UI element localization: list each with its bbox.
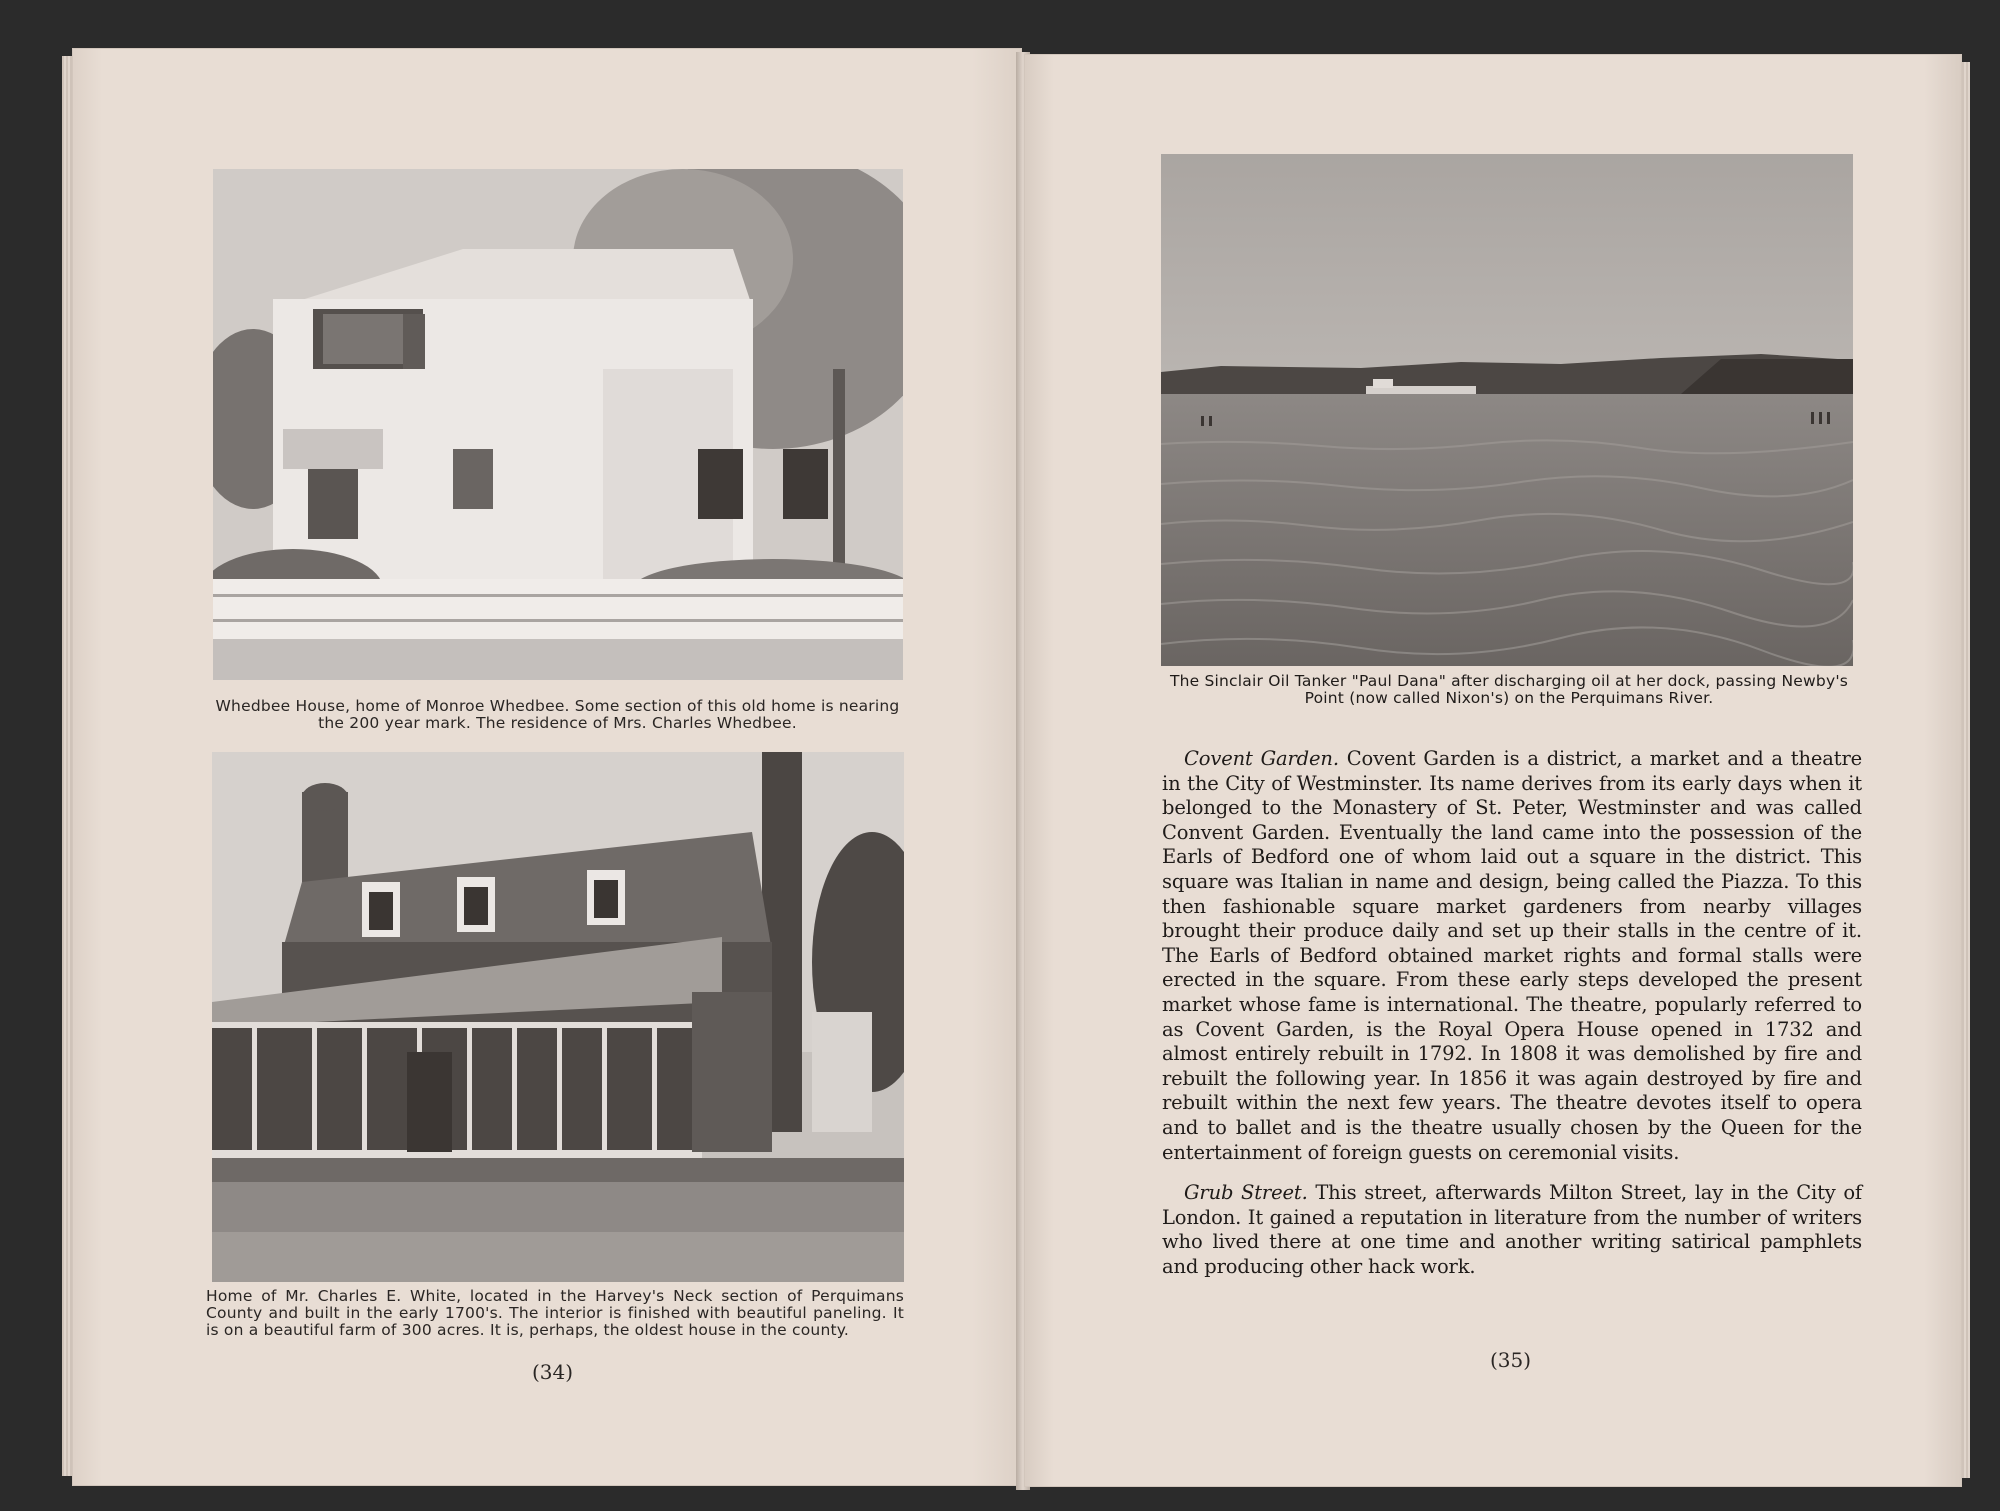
covent-garden-heading: Covent Garden. xyxy=(1184,747,1339,770)
whedbee-house-photo xyxy=(213,169,903,680)
charles-white-home-caption: Home of Mr. Charles E. White, located in the Harvey's Neck section of Perquimans County and built in the early 1700's. The interior is finished with beautiful paneling. It is on a beautiful farm of 300 acres. It is, perhaps, the oldest house in the county. xyxy=(206,1287,904,1339)
covent-garden-paragraph xyxy=(1162,747,1862,1165)
grub-street-paragraph xyxy=(1162,1181,1862,1279)
charles-white-home-photo xyxy=(212,752,904,1282)
grub-street-heading: Grub Street. xyxy=(1184,1181,1308,1205)
tanker-caption: The Sinclair Oil Tanker "Paul Dana" after discharging oil at her dock, passing Newby's Point (now called Nixon's) on the Perquimans River. xyxy=(1169,672,1849,707)
tanker-river-photo xyxy=(1161,154,1853,666)
article-text xyxy=(1162,747,1862,1279)
whedbee-house-caption: Whedbee House, home of Monroe Whedbee. Some section of this old home is nearing the 200 year mark. The residence of Mrs. Charles Whedbee. xyxy=(215,697,900,732)
grub-street-text: This street, afterwards Milton Street, lay in the City of London. It gained a reputation in literature from the number of writers who lived there at one time and another writing satirical pamphlets and producing other hack work. xyxy=(1162,1181,1862,1278)
covent-garden-text: Covent Garden is a district, a market and a theatre in the City of Westminster. Its name derives from its early days when it belonged to the Monastery of St. Peter, Westminster and was called Convent Garden. Eventually the land came into the possession of the Earls of Bedford one of whom laid out a square in the district. This square was Italian in name and design, being called the Piazza. To this then fashionable square market gardeners from nearby villages brought their produce daily and set up their stalls in the centre of it. The Earls of Bedford obtained market rights and formal stalls were erected in the square. From these early steps developed the present market whose fame is international. The theatre, popularly referred to as Covent Garden, is the Royal Opera House opened in 1732 and almost entirely rebuilt in 1792. In 1808 it was demolished by fire and rebuilt the following year. In 1856 it was again destroyed by fire and rebuilt within the next few years. The theatre devotes itself to opera and to ballet and is the theatre usually chosen by the Queen for the entertainment of foreign guests on ceremonial visits. xyxy=(1162,747,1863,1164)
page-number-right: (35) xyxy=(1490,1348,1532,1372)
page-number-left: (34) xyxy=(532,1360,574,1384)
